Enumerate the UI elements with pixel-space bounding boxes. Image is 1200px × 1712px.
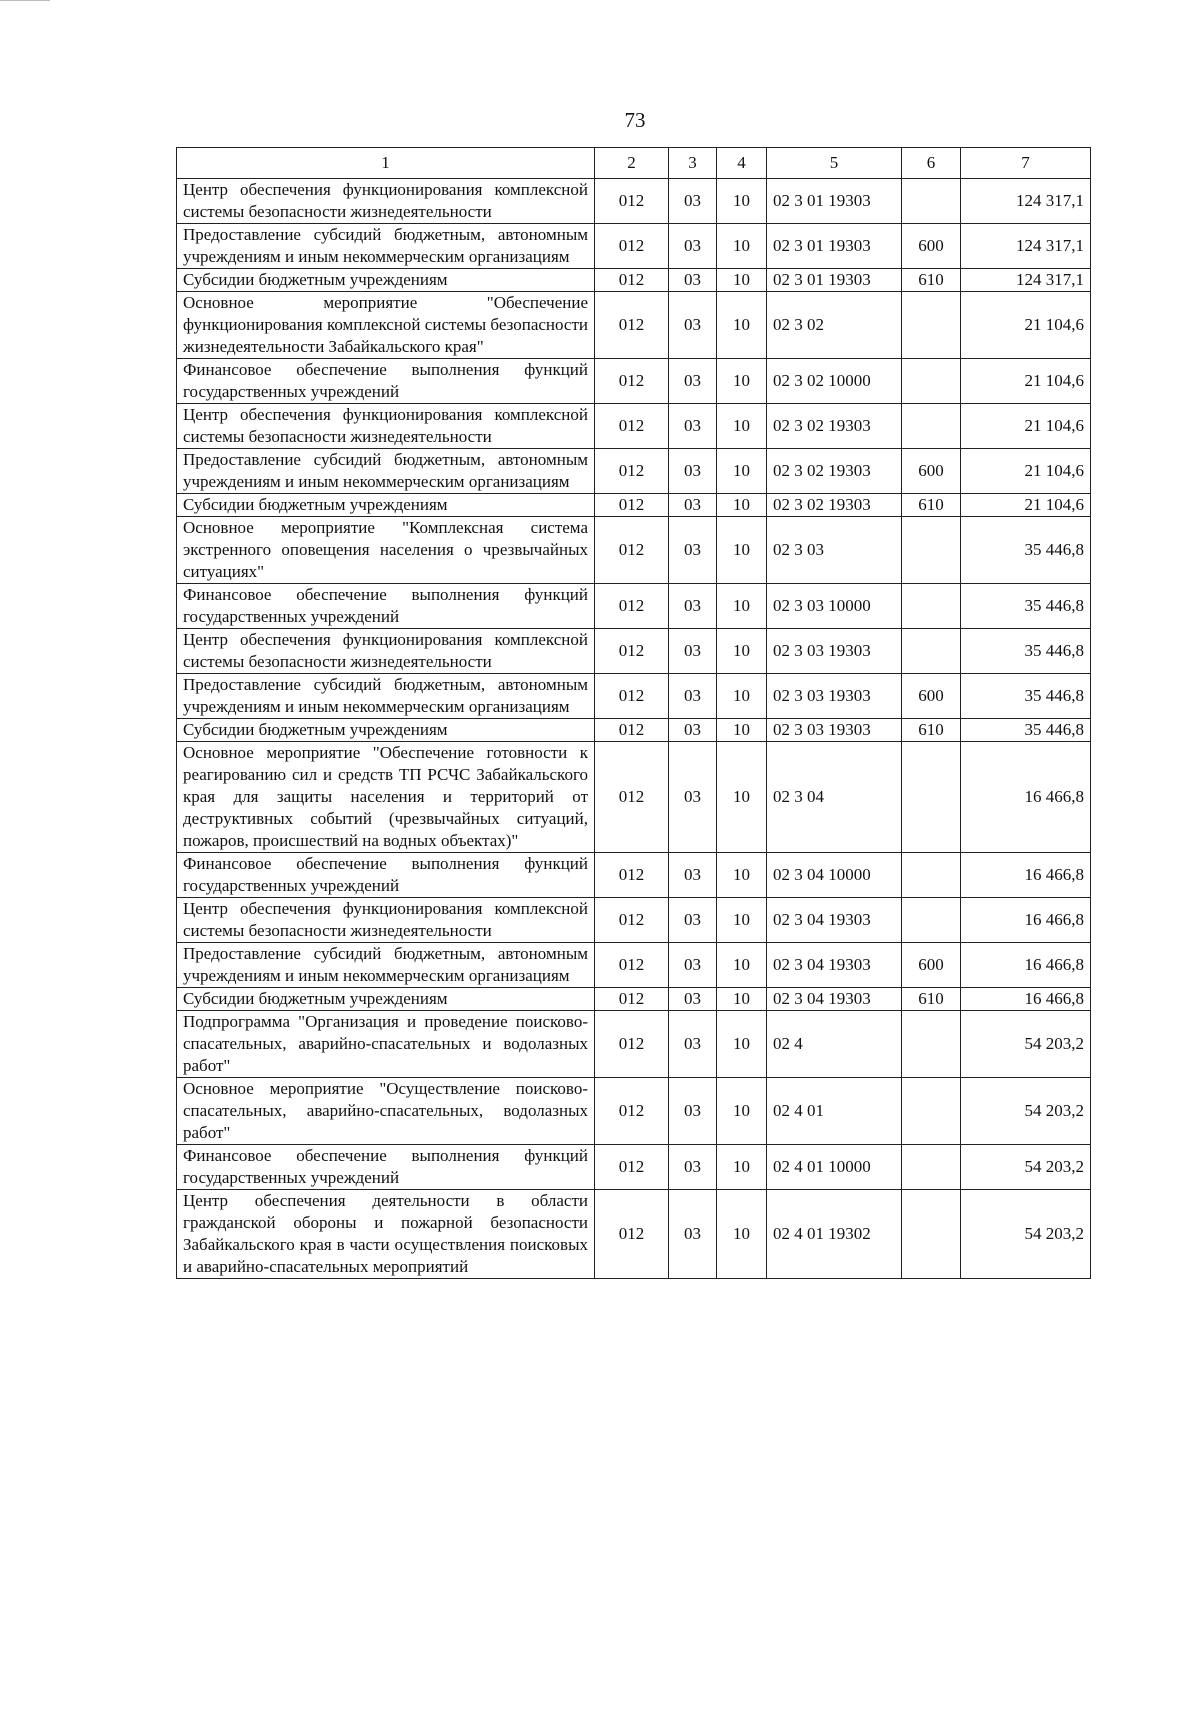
row-name-cell: Центр обеспечения функционирования комплексной системы безопасности жизнедеятельности xyxy=(177,404,595,449)
row-expense-type-cell: 610 xyxy=(902,988,961,1011)
table-row xyxy=(177,1078,1091,1145)
row-name-cell: Субсидии бюджетным учреждениям xyxy=(177,719,595,742)
row-target-code-cell: 02 3 04 19303 xyxy=(767,988,902,1011)
row-amount-cell: 21 104,6 xyxy=(961,449,1091,494)
row-amount-cell: 35 446,8 xyxy=(961,629,1091,674)
row-target-code-cell: 02 3 02 19303 xyxy=(767,404,902,449)
row-target-code-cell: 02 4 xyxy=(767,1011,902,1078)
row-expense-type-cell xyxy=(902,1011,961,1078)
row-expense-type-cell xyxy=(902,404,961,449)
row-admin-code-cell: 012 xyxy=(595,1078,669,1145)
row-name-cell: Субсидии бюджетным учреждениям xyxy=(177,494,595,517)
row-name-cell: Центр обеспечения функционирования комплексной системы безопасности жизнедеятельности xyxy=(177,898,595,943)
row-admin-code-cell: 012 xyxy=(595,404,669,449)
col-header-1: 1 xyxy=(177,148,595,179)
row-subsection-cell: 10 xyxy=(717,629,767,674)
row-expense-type-cell xyxy=(902,1145,961,1190)
row-expense-type-cell: 610 xyxy=(902,269,961,292)
row-subsection-cell: 10 xyxy=(717,517,767,584)
row-name-cell: Предоставление субсидий бюджетным, автономным учреждениям и иным некоммерческим организациям xyxy=(177,674,595,719)
row-section-cell: 03 xyxy=(669,1145,717,1190)
row-name-cell: Субсидии бюджетным учреждениям xyxy=(177,269,595,292)
row-admin-code-cell: 012 xyxy=(595,943,669,988)
row-amount-cell: 16 466,8 xyxy=(961,742,1091,853)
row-subsection-cell: 10 xyxy=(717,988,767,1011)
scan-edge-line xyxy=(0,0,50,1)
row-subsection-cell: 10 xyxy=(717,674,767,719)
row-subsection-cell: 10 xyxy=(717,404,767,449)
row-amount-cell: 54 203,2 xyxy=(961,1011,1091,1078)
row-section-cell: 03 xyxy=(669,898,717,943)
row-name-cell: Предоставление субсидий бюджетным, автономным учреждениям и иным некоммерческим организациям xyxy=(177,224,595,269)
row-subsection-cell: 10 xyxy=(717,1145,767,1190)
table-row xyxy=(177,988,1091,1011)
row-target-code-cell: 02 3 02 19303 xyxy=(767,449,902,494)
row-target-code-cell: 02 3 04 19303 xyxy=(767,898,902,943)
row-amount-cell: 35 446,8 xyxy=(961,719,1091,742)
row-section-cell: 03 xyxy=(669,1011,717,1078)
row-admin-code-cell: 012 xyxy=(595,494,669,517)
row-admin-code-cell: 012 xyxy=(595,179,669,224)
row-subsection-cell: 10 xyxy=(717,853,767,898)
row-section-cell: 03 xyxy=(669,517,717,584)
row-target-code-cell: 02 3 04 xyxy=(767,742,902,853)
row-target-code-cell: 02 3 03 19303 xyxy=(767,674,902,719)
table-row xyxy=(177,269,1091,292)
row-section-cell: 03 xyxy=(669,179,717,224)
table-row xyxy=(177,179,1091,224)
row-target-code-cell: 02 3 01 19303 xyxy=(767,179,902,224)
row-expense-type-cell xyxy=(902,898,961,943)
row-subsection-cell: 10 xyxy=(717,1011,767,1078)
table-row xyxy=(177,224,1091,269)
row-admin-code-cell: 012 xyxy=(595,224,669,269)
row-name-cell: Финансовое обеспечение выполнения функций государственных учреждений xyxy=(177,853,595,898)
row-admin-code-cell: 012 xyxy=(595,292,669,359)
col-header-7: 7 xyxy=(961,148,1091,179)
row-target-code-cell: 02 3 01 19303 xyxy=(767,269,902,292)
row-target-code-cell: 02 4 01 10000 xyxy=(767,1145,902,1190)
row-subsection-cell: 10 xyxy=(717,1190,767,1279)
row-section-cell: 03 xyxy=(669,292,717,359)
row-expense-type-cell xyxy=(902,179,961,224)
row-subsection-cell: 10 xyxy=(717,224,767,269)
col-header-6: 6 xyxy=(902,148,961,179)
table-row xyxy=(177,404,1091,449)
row-admin-code-cell: 012 xyxy=(595,898,669,943)
row-target-code-cell: 02 3 01 19303 xyxy=(767,224,902,269)
row-expense-type-cell xyxy=(902,292,961,359)
row-target-code-cell: 02 4 01 xyxy=(767,1078,902,1145)
table-row xyxy=(177,1145,1091,1190)
row-amount-cell: 54 203,2 xyxy=(961,1145,1091,1190)
row-amount-cell: 21 104,6 xyxy=(961,494,1091,517)
row-name-cell: Основное мероприятие "Комплексная система экстренного оповещения населения о чрезвычайных ситуациях" xyxy=(177,517,595,584)
row-admin-code-cell: 012 xyxy=(595,719,669,742)
page-number: 73 xyxy=(624,108,646,132)
row-subsection-cell: 10 xyxy=(717,742,767,853)
row-expense-type-cell: 600 xyxy=(902,943,961,988)
row-subsection-cell: 10 xyxy=(717,179,767,224)
budget-table xyxy=(176,147,1091,1279)
row-expense-type-cell xyxy=(902,853,961,898)
row-admin-code-cell: 012 xyxy=(595,629,669,674)
row-amount-cell: 124 317,1 xyxy=(961,179,1091,224)
row-admin-code-cell: 012 xyxy=(595,674,669,719)
row-target-code-cell: 02 3 03 19303 xyxy=(767,719,902,742)
row-name-cell: Финансовое обеспечение выполнения функций государственных учреждений xyxy=(177,584,595,629)
row-amount-cell: 16 466,8 xyxy=(961,853,1091,898)
row-section-cell: 03 xyxy=(669,629,717,674)
row-subsection-cell: 10 xyxy=(717,494,767,517)
table-row xyxy=(177,719,1091,742)
col-header-3: 3 xyxy=(669,148,717,179)
row-target-code-cell: 02 3 03 19303 xyxy=(767,629,902,674)
row-expense-type-cell xyxy=(902,584,961,629)
table-row xyxy=(177,1190,1091,1279)
row-section-cell: 03 xyxy=(669,943,717,988)
row-expense-type-cell xyxy=(902,1190,961,1279)
row-name-cell: Основное мероприятие "Обеспечение готовности к реагированию сил и средств ТП РСЧС Забайкальского края для защиты населения и территорий от деструктивных событий (чрезвычайных ситуаций, пожаров, происшествий на водных объектах)" xyxy=(177,742,595,853)
table-row xyxy=(177,853,1091,898)
row-section-cell: 03 xyxy=(669,224,717,269)
row-subsection-cell: 10 xyxy=(717,584,767,629)
table-row xyxy=(177,1011,1091,1078)
row-subsection-cell: 10 xyxy=(717,898,767,943)
row-subsection-cell: 10 xyxy=(717,292,767,359)
row-target-code-cell: 02 3 04 10000 xyxy=(767,853,902,898)
row-amount-cell: 124 317,1 xyxy=(961,269,1091,292)
row-name-cell: Центр обеспечения деятельности в области гражданской обороны и пожарной безопасности Забайкальского края в части осуществления поисковых и аварийно-спасательных мероприятий xyxy=(177,1190,595,1279)
row-name-cell: Финансовое обеспечение выполнения функций государственных учреждений xyxy=(177,359,595,404)
row-amount-cell: 16 466,8 xyxy=(961,988,1091,1011)
row-section-cell: 03 xyxy=(669,853,717,898)
table-body xyxy=(177,179,1091,1279)
row-amount-cell: 16 466,8 xyxy=(961,943,1091,988)
row-section-cell: 03 xyxy=(669,674,717,719)
row-name-cell: Субсидии бюджетным учреждениям xyxy=(177,988,595,1011)
row-expense-type-cell xyxy=(902,742,961,853)
row-expense-type-cell xyxy=(902,1078,961,1145)
row-name-cell: Подпрограмма "Организация и проведение поисково-спасательных, аварийно-спасательных и водолазных работ" xyxy=(177,1011,595,1078)
row-amount-cell: 124 317,1 xyxy=(961,224,1091,269)
row-section-cell: 03 xyxy=(669,404,717,449)
row-target-code-cell: 02 3 02 10000 xyxy=(767,359,902,404)
row-admin-code-cell: 012 xyxy=(595,853,669,898)
table-row xyxy=(177,943,1091,988)
table-row xyxy=(177,742,1091,853)
row-subsection-cell: 10 xyxy=(717,1078,767,1145)
row-expense-type-cell xyxy=(902,517,961,584)
row-expense-type-cell: 600 xyxy=(902,674,961,719)
row-section-cell: 03 xyxy=(669,584,717,629)
row-amount-cell: 16 466,8 xyxy=(961,898,1091,943)
row-section-cell: 03 xyxy=(669,1190,717,1279)
col-header-5: 5 xyxy=(767,148,902,179)
row-section-cell: 03 xyxy=(669,719,717,742)
row-expense-type-cell xyxy=(902,359,961,404)
table-row xyxy=(177,898,1091,943)
row-subsection-cell: 10 xyxy=(717,449,767,494)
row-name-cell: Центр обеспечения функционирования комплексной системы безопасности жизнедеятельности xyxy=(177,179,595,224)
row-amount-cell: 35 446,8 xyxy=(961,584,1091,629)
row-amount-cell: 21 104,6 xyxy=(961,359,1091,404)
row-amount-cell: 21 104,6 xyxy=(961,404,1091,449)
row-section-cell: 03 xyxy=(669,359,717,404)
row-section-cell: 03 xyxy=(669,1078,717,1145)
row-admin-code-cell: 012 xyxy=(595,359,669,404)
row-admin-code-cell: 012 xyxy=(595,742,669,853)
row-expense-type-cell xyxy=(902,629,961,674)
row-admin-code-cell: 012 xyxy=(595,1011,669,1078)
row-amount-cell: 35 446,8 xyxy=(961,674,1091,719)
row-amount-cell: 21 104,6 xyxy=(961,292,1091,359)
row-name-cell: Предоставление субсидий бюджетным, автономным учреждениям и иным некоммерческим организациям xyxy=(177,449,595,494)
table-row xyxy=(177,629,1091,674)
table-row xyxy=(177,584,1091,629)
row-name-cell: Финансовое обеспечение выполнения функций государственных учреждений xyxy=(177,1145,595,1190)
row-section-cell: 03 xyxy=(669,494,717,517)
row-expense-type-cell: 600 xyxy=(902,449,961,494)
row-section-cell: 03 xyxy=(669,269,717,292)
row-name-cell: Предоставление субсидий бюджетным, автономным учреждениям и иным некоммерческим организациям xyxy=(177,943,595,988)
table-row xyxy=(177,359,1091,404)
row-subsection-cell: 10 xyxy=(717,943,767,988)
row-admin-code-cell: 012 xyxy=(595,517,669,584)
row-name-cell: Центр обеспечения функционирования комплексной системы безопасности жизнедеятельности xyxy=(177,629,595,674)
row-admin-code-cell: 012 xyxy=(595,1145,669,1190)
row-expense-type-cell: 610 xyxy=(902,719,961,742)
row-target-code-cell: 02 3 02 xyxy=(767,292,902,359)
row-amount-cell: 54 203,2 xyxy=(961,1078,1091,1145)
row-target-code-cell: 02 3 03 10000 xyxy=(767,584,902,629)
row-expense-type-cell: 600 xyxy=(902,224,961,269)
row-amount-cell: 35 446,8 xyxy=(961,517,1091,584)
header-row xyxy=(177,148,1091,179)
col-header-2: 2 xyxy=(595,148,669,179)
row-subsection-cell: 10 xyxy=(717,719,767,742)
table-row xyxy=(177,494,1091,517)
row-amount-cell: 54 203,2 xyxy=(961,1190,1091,1279)
table-row xyxy=(177,449,1091,494)
col-header-4: 4 xyxy=(717,148,767,179)
row-target-code-cell: 02 3 04 19303 xyxy=(767,943,902,988)
row-admin-code-cell: 012 xyxy=(595,269,669,292)
row-target-code-cell: 02 3 02 19303 xyxy=(767,494,902,517)
row-subsection-cell: 10 xyxy=(717,269,767,292)
row-target-code-cell: 02 4 01 19302 xyxy=(767,1190,902,1279)
table-row xyxy=(177,292,1091,359)
row-target-code-cell: 02 3 03 xyxy=(767,517,902,584)
row-section-cell: 03 xyxy=(669,449,717,494)
row-admin-code-cell: 012 xyxy=(595,449,669,494)
row-section-cell: 03 xyxy=(669,742,717,853)
row-section-cell: 03 xyxy=(669,988,717,1011)
row-name-cell: Основное мероприятие "Обеспечение функционирования комплексной системы безопасности жизнедеятельности Забайкальского края" xyxy=(177,292,595,359)
table-row xyxy=(177,674,1091,719)
row-admin-code-cell: 012 xyxy=(595,988,669,1011)
row-subsection-cell: 10 xyxy=(717,359,767,404)
row-admin-code-cell: 012 xyxy=(595,584,669,629)
row-name-cell: Основное мероприятие "Осуществление поисково-спасательных, аварийно-спасательных, водолазных работ" xyxy=(177,1078,595,1145)
table-row xyxy=(177,517,1091,584)
row-expense-type-cell: 610 xyxy=(902,494,961,517)
row-admin-code-cell: 012 xyxy=(595,1190,669,1279)
